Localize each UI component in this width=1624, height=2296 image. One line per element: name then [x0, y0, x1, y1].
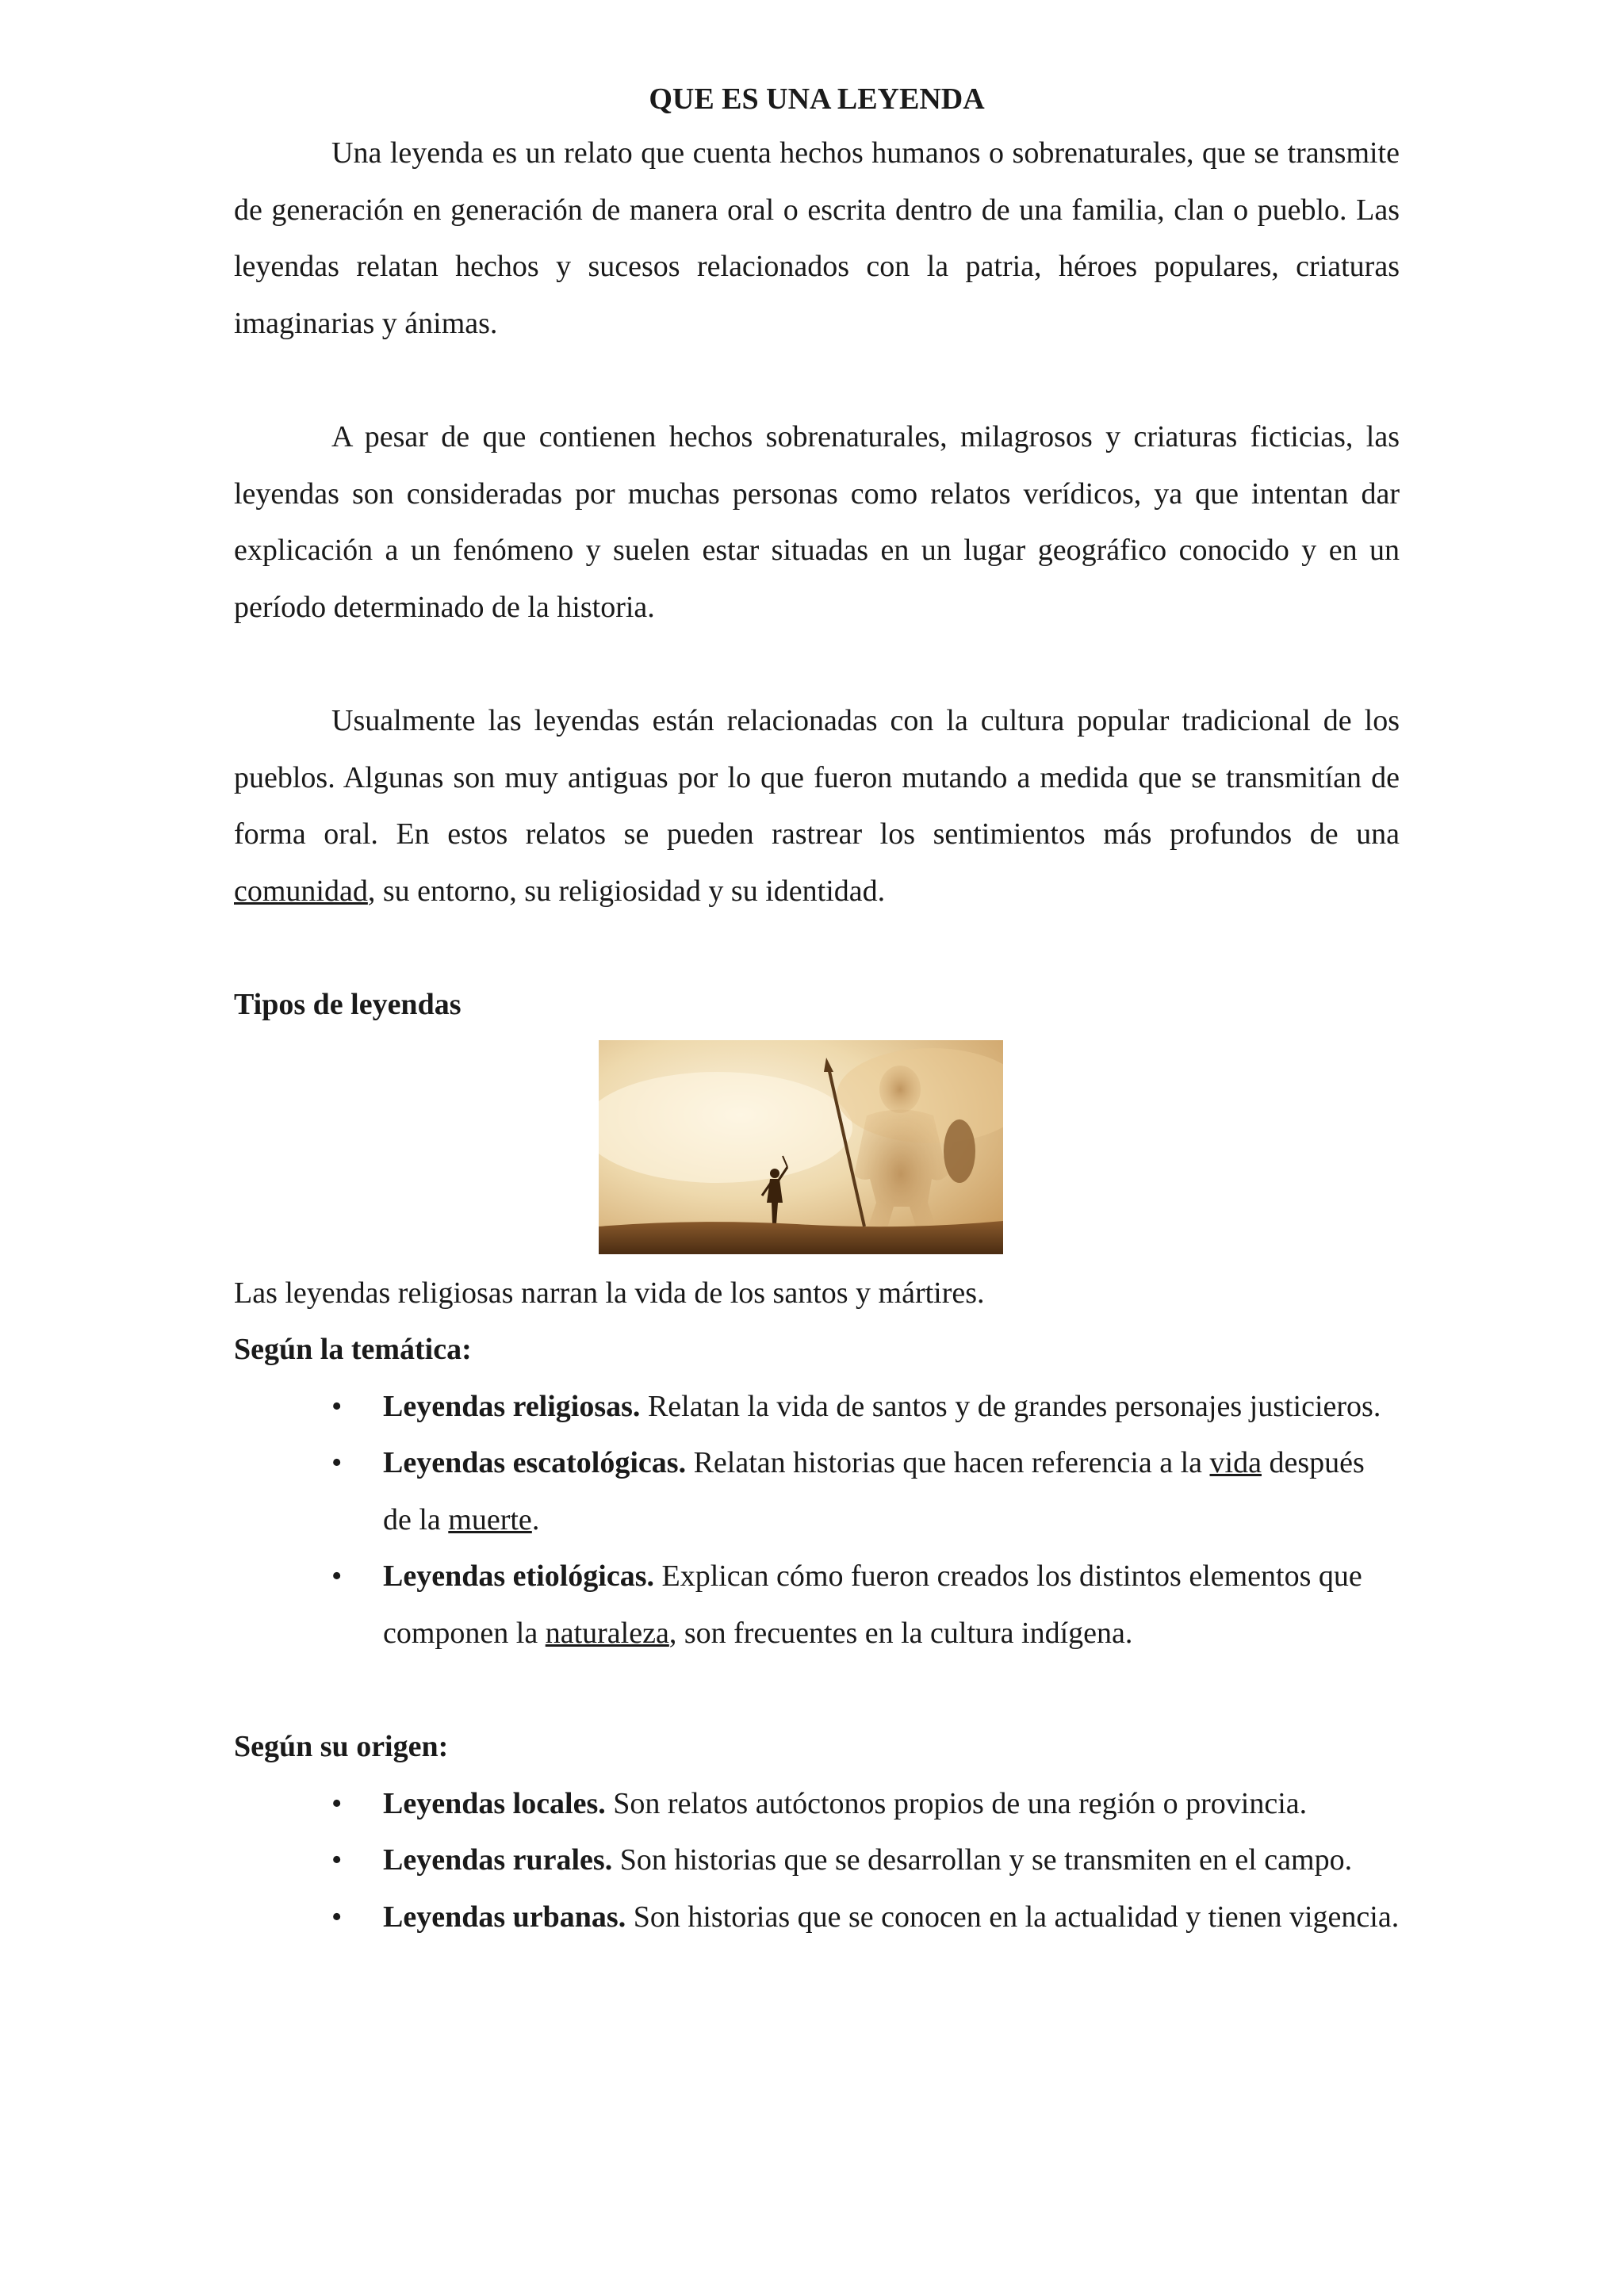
list-item-term: Leyendas urbanas. — [383, 1900, 626, 1934]
bullet-icon: • — [331, 1446, 343, 1479]
paragraph-spacer — [234, 1662, 1400, 1719]
list-item-text: Son historias que se conocen en la actualidad y tienen vigencia. — [626, 1900, 1400, 1934]
bullet-icon: • — [331, 1559, 343, 1593]
list-item-term: Leyendas rurales. — [383, 1843, 613, 1877]
list-item — [331, 1889, 1400, 1946]
list-item — [331, 1435, 1400, 1548]
list-item-text: Son relatos autóctonos propios de una región o provincia. — [605, 1786, 1308, 1820]
document-page — [234, 73, 1400, 1946]
paragraph-text: , su entorno, su religiosidad y su identidad. — [367, 874, 886, 908]
figure-container — [234, 1040, 1400, 1254]
comunidad-link[interactable]: comunidad — [234, 874, 368, 908]
paragraph-definition: Una leyenda es un relato que cuenta hechos humanos o sobrenaturales, que se transmite de generación en generación de manera oral o escrita dentro de una familia, clan o pueblo. Las leyendas relatan hechos y sucesos relacionados con la patria, héroes populares, criaturas imaginarias y ánimas. — [234, 136, 1400, 340]
bullet-icon: • — [331, 1843, 343, 1877]
list-item-term: Leyendas religiosas. — [383, 1389, 641, 1423]
tematica-list — [234, 1379, 1400, 1663]
list-item-text: . — [531, 1502, 540, 1536]
bullet-icon: • — [331, 1900, 343, 1934]
list-item-text: Explican cómo fueron creados los distintos elementos que componen la — [383, 1559, 1362, 1650]
paragraph-culture — [234, 693, 1400, 920]
document-title: QUE ES UNA LEYENDA — [649, 82, 985, 116]
list-item — [331, 1776, 1400, 1833]
paragraph-spacer — [234, 352, 1400, 409]
list-item-term: Leyendas escatológicas. — [383, 1446, 687, 1479]
bullet-icon: • — [331, 1786, 343, 1820]
naturaleza-link[interactable]: naturaleza — [545, 1616, 669, 1650]
image-caption: Las leyendas religiosas narran la vida de los santos y mártires. — [234, 1276, 985, 1310]
tematica-heading: Según la temática: — [234, 1333, 472, 1366]
paragraph-text: Usualmente las leyendas están relacionadas con la cultura popular tradicional de los pueblos. Algunas son muy antiguas por lo que fueron mutando a medida que se transmitían de forma oral. En estos relatos se pueden rastrear los sentimientos más profundos de una — [234, 704, 1400, 851]
list-item — [331, 1548, 1400, 1662]
muerte-link[interactable]: muerte — [448, 1502, 532, 1536]
list-item-text: Relatan la vida de santos y de grandes personajes justicieros. — [640, 1389, 1381, 1423]
list-item-text: Son historias que se desarrollan y se transmiten en el campo. — [612, 1843, 1353, 1877]
paragraph-credibility: A pesar de que contienen hechos sobrenaturales, milagrosos y criaturas ficticias, las leyendas son consideradas por muchas personas como relatos verídicos, ya que intentan dar explicación a un fenómeno y suelen estar situadas en un lugar geográfico conocido y en un período determinado de la historia. — [234, 420, 1400, 624]
types-heading: Tipos de leyendas — [234, 988, 462, 1021]
bullet-icon: • — [331, 1389, 343, 1423]
paragraph-spacer — [234, 636, 1400, 693]
list-item — [331, 1832, 1400, 1889]
list-item-text: , son frecuentes en la cultura indígena. — [668, 1616, 1133, 1650]
list-item-term: Leyendas etiológicas. — [383, 1559, 654, 1593]
list-item-text: después de la — [383, 1446, 1365, 1536]
vida-link[interactable]: vida — [1209, 1446, 1262, 1479]
list-item — [331, 1379, 1400, 1436]
david-goliath-image — [599, 1040, 1003, 1254]
list-item-text: Relatan historias que hacen referencia a la — [686, 1446, 1210, 1479]
list-item-term: Leyendas locales. — [383, 1786, 606, 1820]
paragraph-spacer — [234, 920, 1400, 977]
origen-list — [234, 1776, 1400, 1946]
origen-heading: Según su origen: — [234, 1730, 449, 1763]
